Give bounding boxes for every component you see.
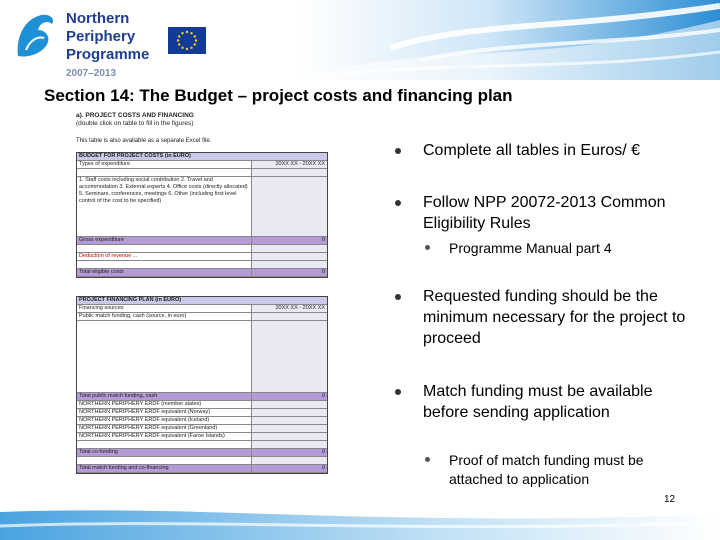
costs-col-years: 20XX XX - 20XX XX (251, 161, 327, 168)
cell (251, 401, 327, 408)
gross-expenditure-row (77, 237, 327, 245)
total-eligible-row (77, 269, 327, 277)
public-funding-label: Public match funding, cash (source, in euro) (79, 313, 187, 319)
brand-line-2: Periphery (66, 28, 136, 45)
cell (251, 321, 327, 392)
sub-bullet-text: Proof of match funding must be attached to application (449, 452, 644, 487)
bullet-text: Match funding must be available before sending application (423, 383, 653, 421)
costs-empty-row (77, 169, 327, 177)
cell (251, 441, 327, 448)
bird-logo-icon (12, 10, 60, 62)
public-funding-row (77, 313, 327, 321)
sub-bullet-icon (425, 457, 430, 462)
slide-title: Section 14: The Budget – project costs and financing plan (44, 86, 513, 105)
total-match-label: Total match funding and co-financing (79, 465, 169, 471)
brand-years: 2007–2013 (66, 68, 117, 79)
costs-col-label: Types of expenditure (79, 161, 131, 167)
total-eligible-label: Total eligible costs (79, 269, 124, 275)
total-match-value: 0 (251, 465, 327, 472)
financing-table-header: PROJECT FINANCING PLAN (in EURO) (77, 297, 327, 305)
bullet-text: Complete all tables in Euros/ € (423, 142, 640, 159)
financing-col-years: 20XX XX - 20XX XX (251, 305, 327, 312)
erdf-row (77, 409, 327, 417)
total-public-label: Total public match funding, cash (79, 393, 158, 399)
costs-items-row (77, 177, 327, 237)
bullet-icon (395, 200, 401, 206)
cell (251, 253, 327, 260)
sub-bullet-icon (425, 245, 430, 250)
erdf-row (77, 425, 327, 433)
footer-wave-decoration (0, 504, 720, 540)
costs-items: 1. Staff costs including social contribution 2. Travel and accommodation 3. External experts 4. Office costs (directly allocated) 5. Seminars, conferences, meetings 6. Other (including first level control of the cost to be specified) (79, 177, 248, 204)
total-public-value: 0 (251, 393, 327, 400)
bullet-text: Requested funding should be the minimum necessary for the project to proceed (423, 288, 686, 347)
header-band (0, 0, 720, 80)
costs-empty-row (77, 261, 327, 269)
financing-col-header (77, 305, 327, 313)
cell (251, 169, 327, 176)
cell (251, 261, 327, 268)
total-cofunding-row (77, 449, 327, 457)
cell (251, 433, 327, 440)
costs-col-header (77, 161, 327, 169)
bullet-icon (395, 389, 401, 395)
cell (251, 417, 327, 424)
erdf-label: NORTHERN PERIPHERY ERDF equivalent (Norway) (79, 409, 211, 415)
brand-line-1: Northern (66, 10, 130, 27)
bullet-icon (395, 294, 401, 300)
budget-form-image (72, 112, 334, 496)
financing-empty-row (77, 457, 327, 465)
total-cofunding-value: 0 (251, 449, 327, 456)
erdf-row (77, 417, 327, 425)
sub-bullet-text: Programme Manual part 4 (449, 240, 612, 256)
bullet-icon (395, 148, 401, 154)
cell (251, 313, 327, 320)
form-availability-note: This table is also available as a separate Excel file. (76, 138, 212, 144)
cell (251, 457, 327, 464)
costs-table-header: BUDGET FOR PROJECT COSTS (in EURO) (77, 153, 327, 161)
total-eligible-value: 0 (251, 269, 327, 276)
cell (251, 409, 327, 416)
erdf-row (77, 401, 327, 409)
erdf-row (77, 433, 327, 441)
costs-empty-row (77, 245, 327, 253)
costs-table (76, 152, 328, 278)
financing-col-label: Financing sources (79, 305, 124, 311)
page-number: 12 (664, 494, 676, 505)
erdf-label: NORTHERN PERIPHERY ERDF equivalent (Faroe Islands) (79, 433, 225, 439)
total-match-row (77, 465, 327, 473)
cell (251, 245, 327, 252)
gross-label: Gross expenditure (79, 237, 124, 243)
total-cofunding-label: Total co-funding (79, 449, 118, 455)
bullet-text: Follow NPP 20072-2013 Common Eligibility Rules (423, 194, 666, 232)
form-caption: a). PROJECT COSTS AND FINANCING (76, 112, 194, 119)
deduction-row (77, 253, 327, 261)
deduction-label: Deduction of revenue ... (79, 253, 138, 259)
form-caption-note: (double click on table to fill in the figures) (76, 120, 194, 127)
eu-flag-icon (168, 27, 206, 54)
erdf-label: NORTHERN PERIPHERY ERDF equivalent (Iceland) (79, 417, 210, 423)
financing-empty-row (77, 441, 327, 449)
erdf-label: NORTHERN PERIPHERY ERDF equivalent (Greenland) (79, 425, 218, 431)
cell (251, 425, 327, 432)
cell (251, 177, 327, 236)
financing-blank-rows (77, 321, 327, 393)
brand-line-3: Programme (66, 46, 150, 63)
erdf-label: NORTHERN PERIPHERY ERDF (member states) (79, 401, 202, 407)
gross-value: 0 (251, 237, 327, 244)
financing-table (76, 296, 328, 474)
total-public-row (77, 393, 327, 401)
brand-name (66, 10, 149, 80)
